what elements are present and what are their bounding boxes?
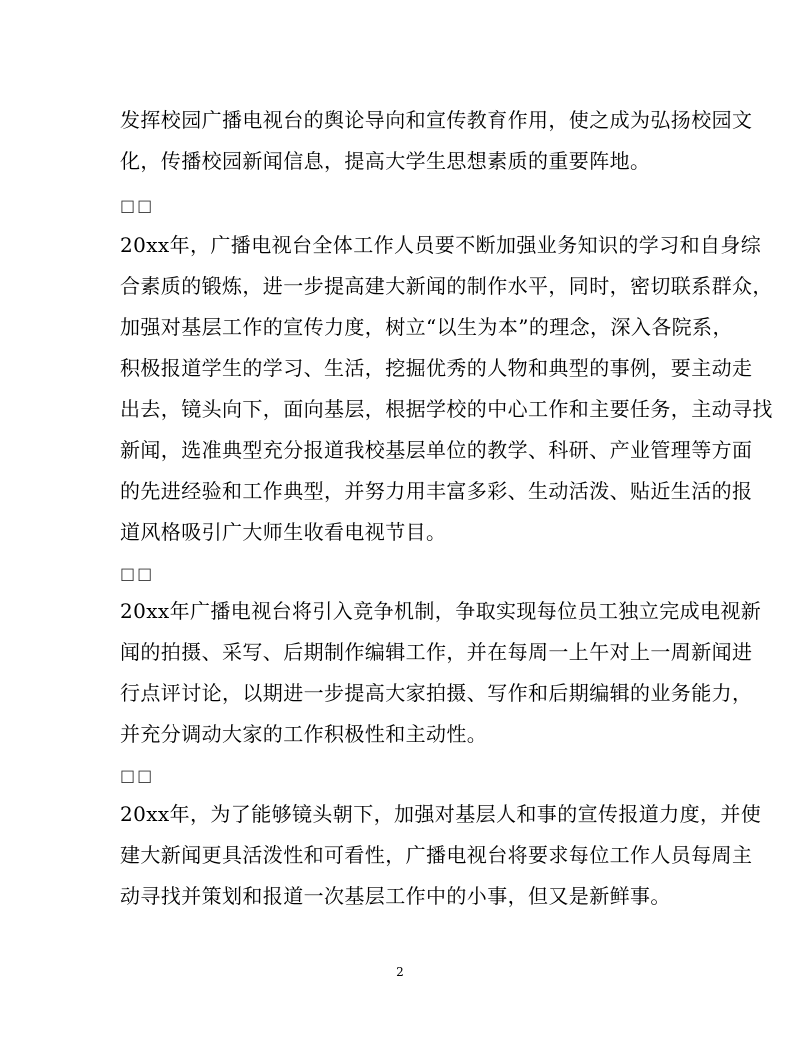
paragraph-2-line-4: 积极报道学生的学习、生活，挖掘优秀的人物和典型的事例，要主动走 (120, 356, 753, 380)
paragraph-2-line-1: 20xx年，广播电视台全体工作人员要不断加强业务知识的学习和自身综 (120, 233, 762, 257)
section-marker-2: □□ (120, 564, 155, 583)
paragraph-1-line-2: 化，传播校园新闻信息，提高大学生思想素质的重要阵地。 (120, 149, 651, 173)
paragraph-3-line-3: 行点评讨论，以期进一步提高大家拍摄、写作和后期编辑的业务能力， (120, 681, 753, 705)
paragraph-2-line-8: 道风格吸引广大师生收看电视节目。 (120, 520, 447, 544)
paragraph-2-line-6: 新闻，选准典型充分报道我校基层单位的教学、科研、产业管理等方面 (120, 438, 753, 462)
paragraph-2-line-7: 的先进经验和工作典型，并努力用丰富多彩、生动活泼、贴近生活的报 (120, 479, 753, 503)
paragraph-4-line-3: 动寻找并策划和报道一次基层工作中的小事，但又是新鲜事。 (120, 884, 671, 908)
paragraph-3-line-2: 闻的拍摄、采写、后期制作编辑工作，并在每周一上午对上一周新闻进 (120, 640, 753, 664)
paragraph-4-line-2: 建大新闻更具活泼性和可看性，广播电视台将要求每位工作人员每周主 (120, 843, 753, 867)
paragraph-3-line-4: 并充分调动大家的工作积极性和主动性。 (120, 722, 488, 746)
section-marker-3: □□ (120, 766, 155, 785)
section-marker-1: □□ (120, 196, 155, 215)
paragraph-2-line-5: 出去，镜头向下，面向基层，根据学校的中心工作和主要任务，主动寻找 (120, 397, 773, 421)
paragraph-2-line-3: 加强对基层工作的宣传力度，树立“以生为本”的理念，深入各院系， (120, 315, 733, 339)
paragraph-3-line-1: 20xx年广播电视台将引入竞争机制，争取实现每位员工独立完成电视新 (120, 599, 762, 623)
paragraph-4-line-1: 20xx年，为了能够镜头朝下，加强对基层人和事的宣传报道力度，并使 (120, 802, 762, 826)
paragraph-2-line-2: 合素质的锻炼，进一步提高建大新闻的制作水平，同时，密切联系群众， (120, 274, 773, 298)
page-number: 2 (396, 965, 404, 979)
paragraph-1-line-1: 发挥校园广播电视台的舆论导向和宣传教育作用，使之成为弘扬校园文 (120, 108, 753, 132)
